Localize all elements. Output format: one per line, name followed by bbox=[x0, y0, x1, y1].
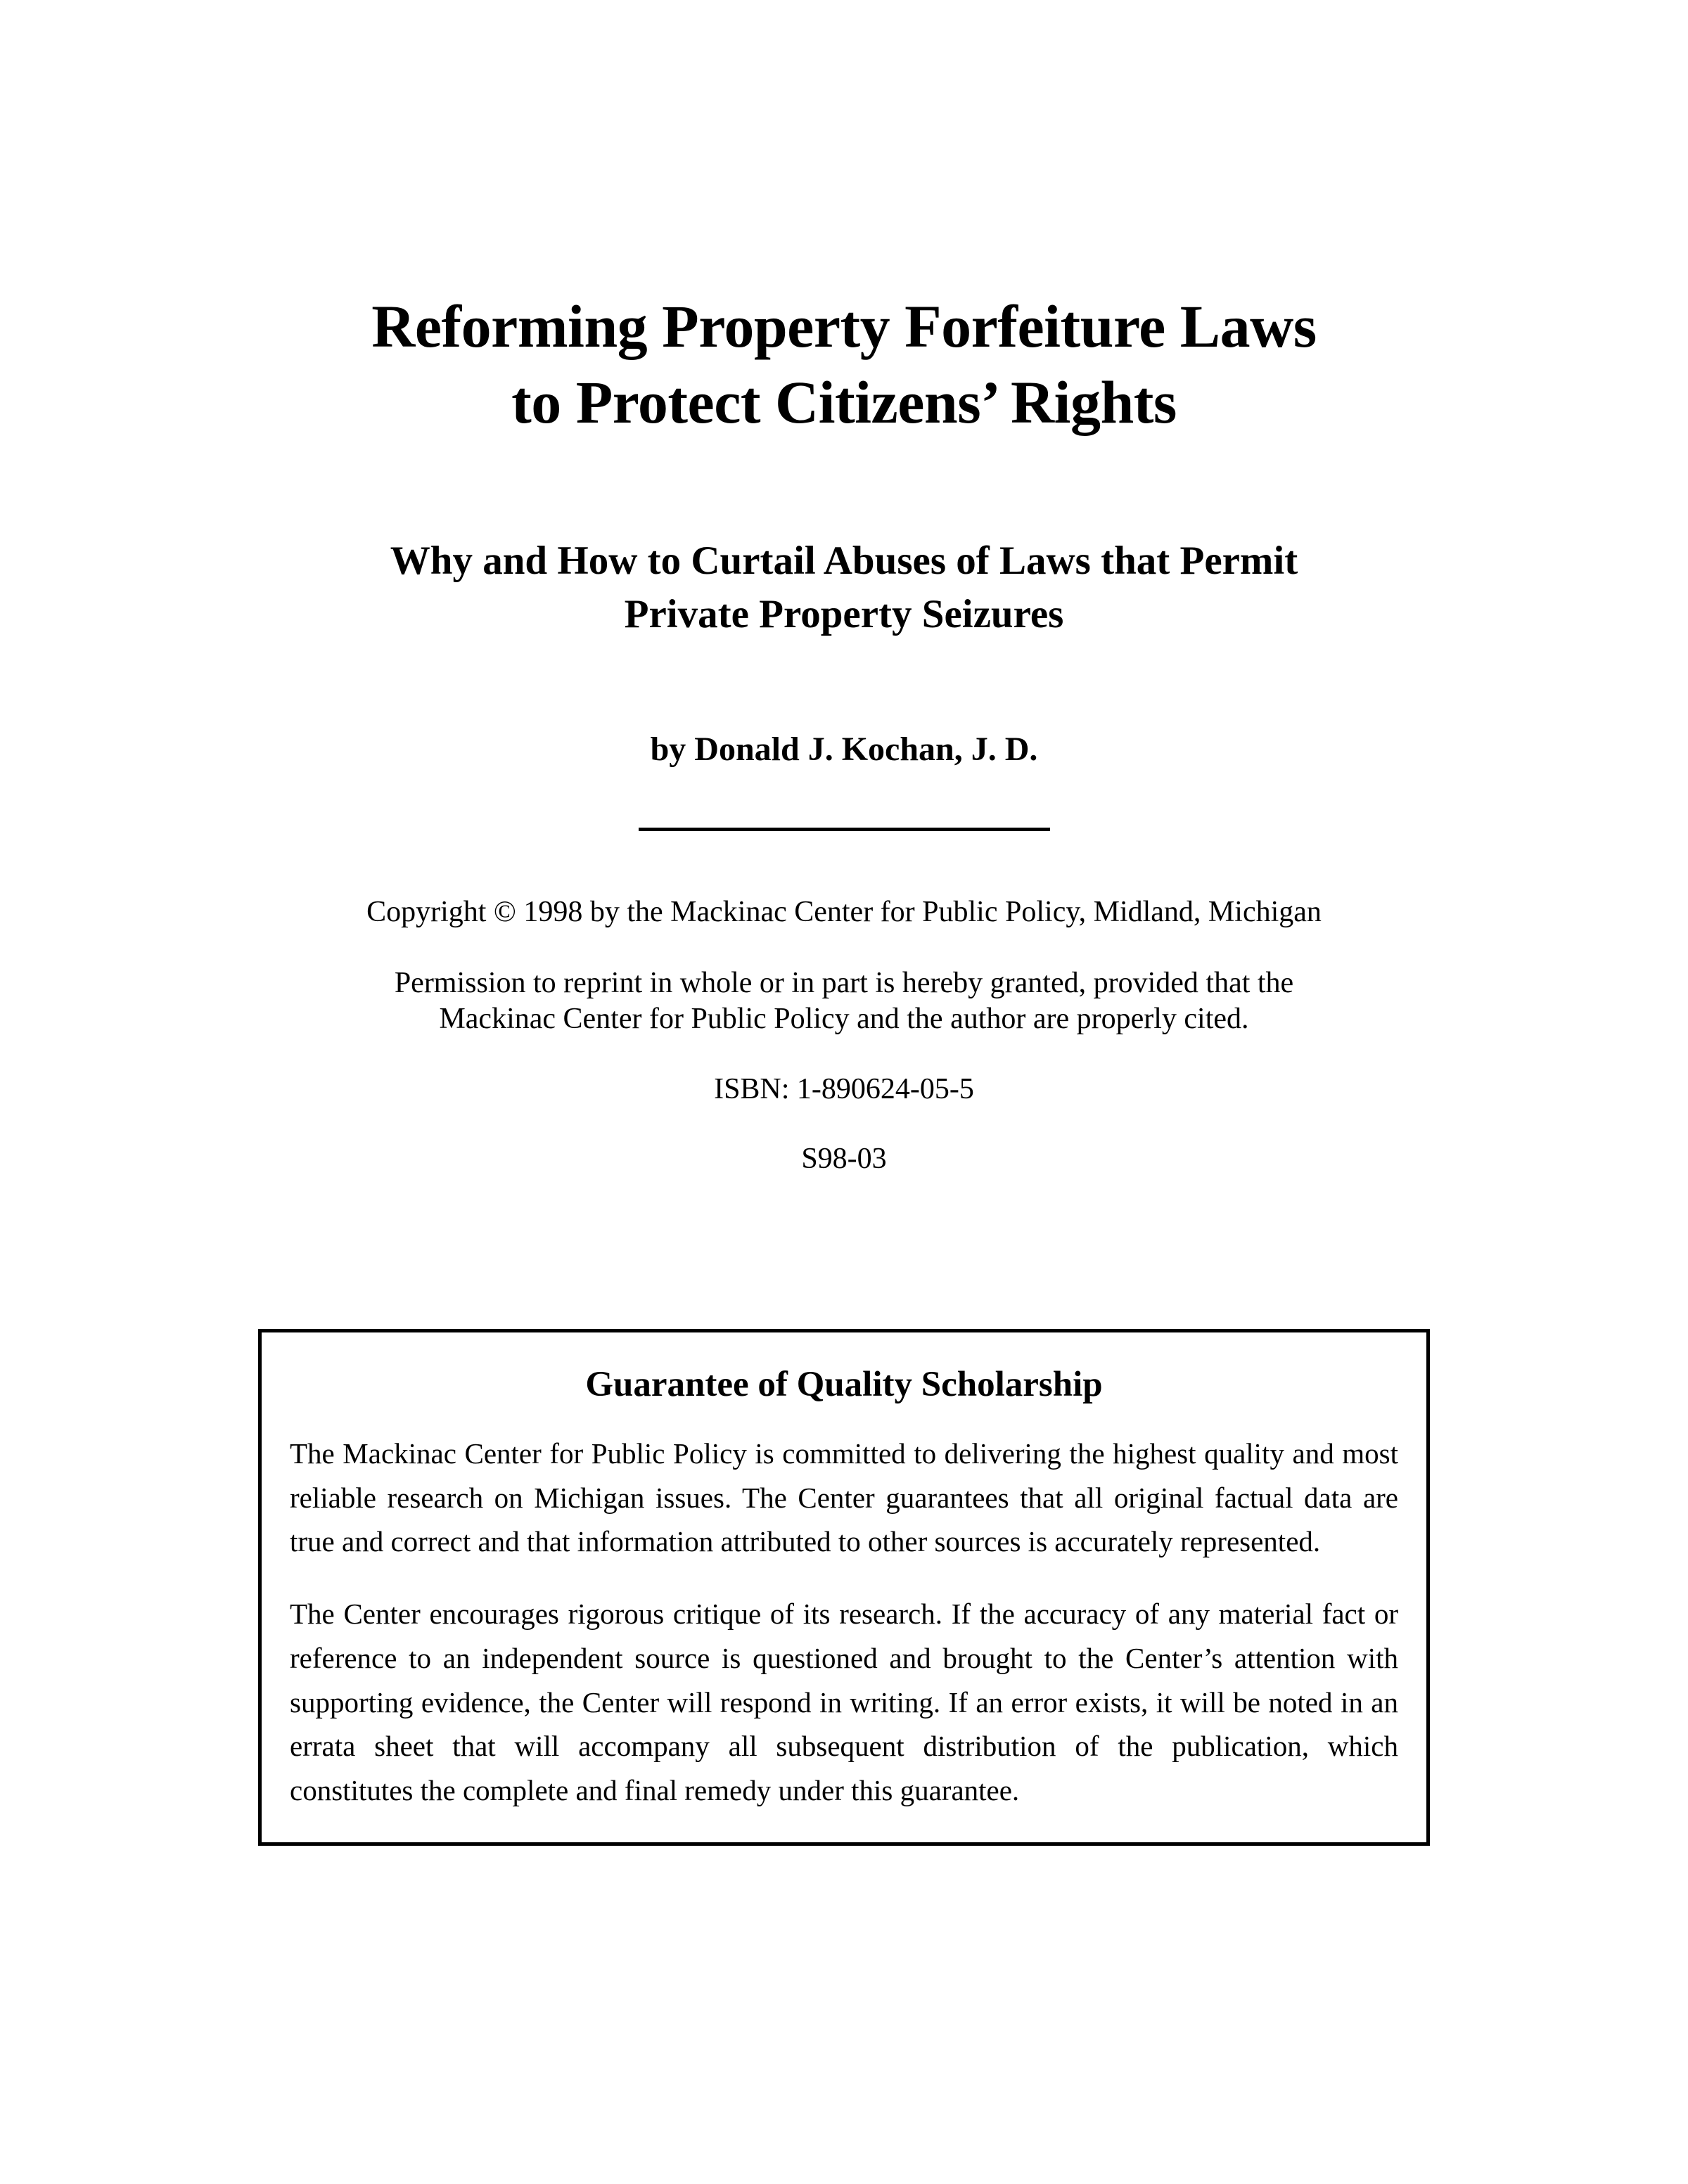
subtitle-line-2: Private Property Seizures bbox=[624, 591, 1064, 636]
imprint-block bbox=[211, 894, 1477, 1177]
spacer bbox=[211, 930, 1477, 965]
document-number-line: S98-03 bbox=[801, 1142, 887, 1175]
guarantee-heading: Guarantee of Quality Scholarship bbox=[585, 1365, 1103, 1404]
author-byline: by Donald J. Kochan, J. D. bbox=[650, 731, 1038, 768]
guarantee-box bbox=[258, 1329, 1430, 1846]
spacer bbox=[211, 1038, 1477, 1072]
title-line-1: Reforming Property Forfeiture Laws bbox=[371, 293, 1317, 360]
horizontal-rule-icon bbox=[639, 828, 1050, 831]
guarantee-body bbox=[290, 1405, 1398, 1813]
page-subtitle bbox=[211, 534, 1477, 641]
copyright-line: Copyright © 1998 by the Mackinac Center for Public Policy, Midland, Michigan bbox=[366, 896, 1322, 928]
guarantee-paragraph-2: The Center encourages rigorous critique of its research. If the accuracy of any material fact or reference to an independent source is questioned and brought to the Center’s attention with supporting evidence, the Center will respond in writing. If an error exists, it will be noted in an errata sheet that will accompany all subsequent distribution of the publication, which constitutes the complete and final remedy under this guarantee. bbox=[290, 1598, 1398, 1807]
spacer bbox=[211, 1107, 1477, 1141]
subtitle-line-1: Why and How to Curtail Abuses of Laws that Permit bbox=[390, 539, 1298, 583]
title-line-2: to Protect Citizens’ Rights bbox=[511, 368, 1177, 437]
permission-line-2: Mackinac Center for Public Policy and the author are properly cited. bbox=[439, 1003, 1249, 1036]
permission-line-1: Permission to reprint in whole or in part is hereby granted, provided that the bbox=[394, 967, 1294, 1000]
divider bbox=[211, 823, 1477, 835]
isbn-line: ISBN: 1-890624-05-5 bbox=[714, 1072, 974, 1105]
page-title bbox=[211, 288, 1477, 441]
guarantee-paragraph-1: The Mackinac Center for Public Policy is committed to delivering the highest quality and most reliable research on Michigan issues. The Center guarantees that all original factual data are true and correct and that information attributed to other sources is accurately represented. bbox=[290, 1437, 1398, 1558]
